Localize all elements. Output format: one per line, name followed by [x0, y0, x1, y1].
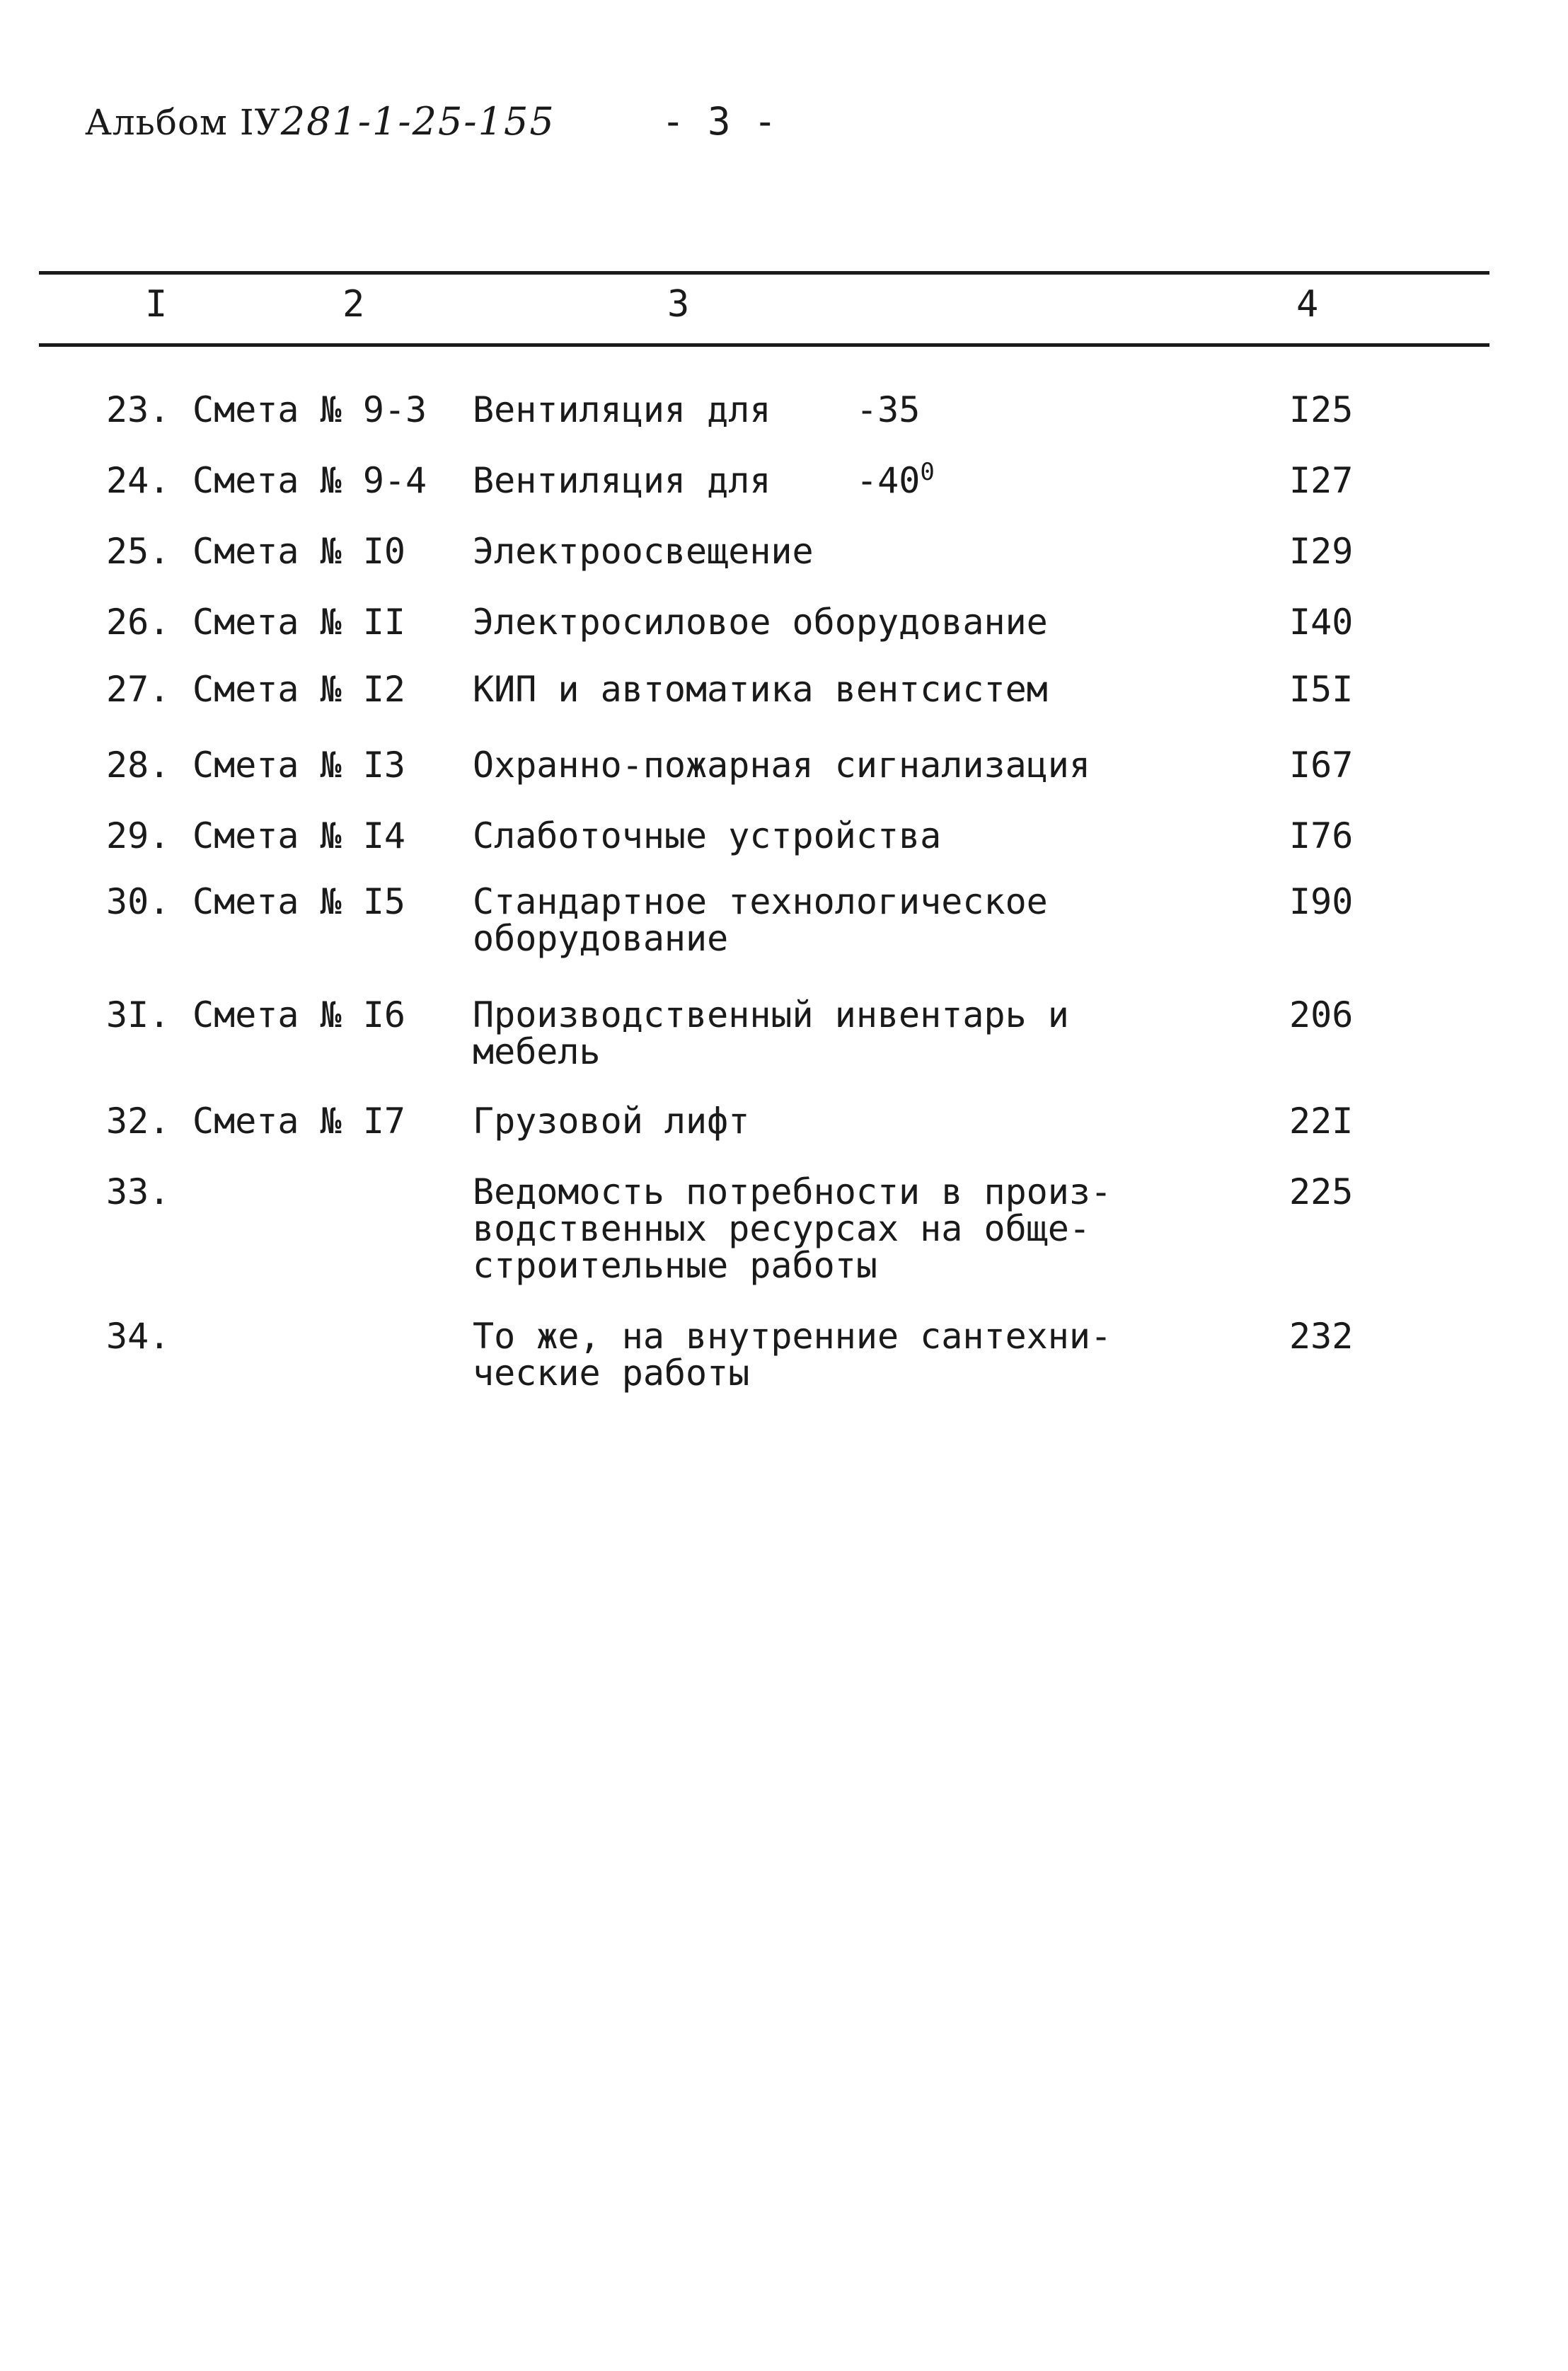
table-top-rule — [39, 271, 1489, 275]
row-title: КИП и автоматика вентсистем — [473, 669, 1048, 710]
row-title: Вентиляция для — [473, 389, 771, 430]
row-page: 206 — [1289, 994, 1354, 1035]
row-number: 34. — [106, 1316, 171, 1357]
table-header-rule — [39, 343, 1489, 347]
row-number: 3I. — [106, 994, 171, 1035]
row-page: I5I — [1289, 669, 1354, 710]
degree-superscript: 0 — [920, 458, 935, 486]
row-document: Смета № I3 — [192, 745, 406, 786]
row-page: 225 — [1289, 1171, 1354, 1212]
row-document: Смета № II — [192, 602, 406, 643]
album-code: 281-1-25-155 — [280, 99, 555, 144]
row-page: I29 — [1289, 531, 1354, 572]
row-number: 32. — [106, 1101, 171, 1142]
row-page: I40 — [1289, 602, 1354, 643]
row-number: 23. — [106, 389, 171, 430]
row-title: Электроосвещение — [473, 531, 814, 572]
column-header-4: 4 — [1296, 283, 1319, 326]
row-number: 26. — [106, 602, 171, 643]
row-number: 24. — [106, 460, 171, 501]
row-page: I25 — [1289, 389, 1354, 430]
row-title: Ведомость потребности в произ- водственных ресурсах на обще- строительные работы — [473, 1171, 1112, 1286]
column-header-3: 3 — [667, 283, 690, 326]
row-document: Смета № 9-3 — [192, 389, 427, 430]
row-number: 28. — [106, 745, 171, 786]
page-number: - 3 - — [662, 99, 777, 144]
album-label: Альбом IУ — [85, 102, 281, 143]
row-document: Смета № 9-4 — [192, 460, 427, 501]
row-temperature: $-40^0$ — [856, 458, 935, 501]
row-title: Грузовой лифт — [473, 1101, 750, 1142]
row-title: То же, на внутренние сантехни- ческие работы — [473, 1316, 1112, 1394]
row-page: I90 — [1289, 881, 1354, 922]
row-title: Производственный инвентарь и мебель — [473, 994, 1069, 1072]
row-document: Смета № I0 — [192, 531, 406, 572]
row-page: 22I — [1289, 1101, 1354, 1142]
column-header-1: I — [145, 283, 168, 326]
row-number: 30. — [106, 881, 171, 922]
row-document: Смета № I6 — [192, 994, 406, 1035]
row-title: Охранно-пожарная сигнализация — [473, 745, 1090, 786]
row-number: 33. — [106, 1171, 171, 1212]
row-number: 25. — [106, 531, 171, 572]
album-header — [85, 99, 555, 144]
row-page: I76 — [1289, 815, 1354, 856]
column-header-2: 2 — [342, 283, 365, 326]
row-document: Смета № I4 — [192, 815, 406, 856]
row-title: Стандартное технологическое оборудование — [473, 881, 1048, 959]
row-title: Вентиляция для — [473, 460, 771, 501]
row-title: Слаботочные устройства — [473, 815, 942, 856]
row-number: 27. — [106, 669, 171, 710]
row-title: Электросиловое оборудование — [473, 602, 1048, 643]
row-number: 29. — [106, 815, 171, 856]
row-document: Смета № I7 — [192, 1101, 406, 1142]
row-document: Смета № I5 — [192, 881, 406, 922]
row-page: I67 — [1289, 745, 1354, 786]
row-page: I27 — [1289, 460, 1354, 501]
row-page: 232 — [1289, 1316, 1354, 1357]
row-document: Смета № I2 — [192, 669, 406, 710]
row-temperature: -35 — [856, 389, 921, 430]
